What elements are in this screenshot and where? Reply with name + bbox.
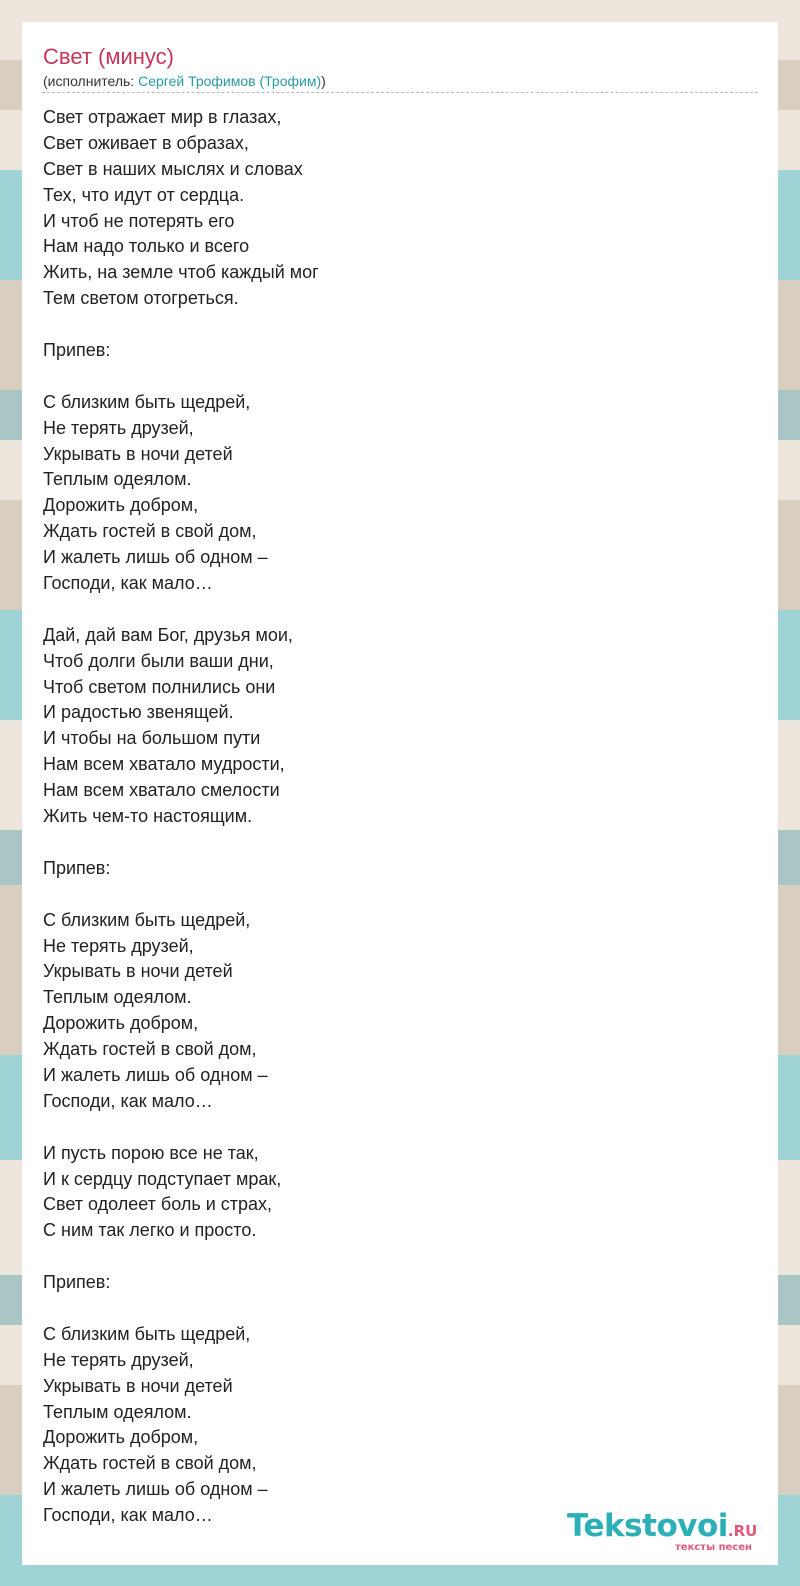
lyric-line: Укрывать в ночи детей bbox=[43, 961, 233, 982]
lyric-line: Не терять друзей, bbox=[43, 935, 194, 956]
stanza-break bbox=[43, 312, 743, 338]
lyric-line: Чтоб долги были ваши дни, bbox=[43, 650, 274, 671]
lyric-line: Свет одолеет боль и страх, bbox=[43, 1194, 273, 1215]
lyric-line: Укрывать в ночи детей bbox=[43, 443, 233, 464]
lyric-line: Господи, как мало… bbox=[43, 573, 213, 594]
byline-prefix: (исполнитель: bbox=[43, 73, 139, 89]
stanza-break bbox=[43, 1296, 743, 1322]
lyric-line: И пусть порою все не так, bbox=[43, 1142, 259, 1163]
lyric-line: И жалеть лишь об одном – bbox=[43, 1064, 268, 1085]
lyric-line: Чтоб светом полнились они bbox=[43, 676, 276, 697]
lyric-line: Укрывать в ночи детей bbox=[43, 1375, 233, 1396]
lyrics-text bbox=[43, 105, 743, 1529]
stanza-break bbox=[43, 1244, 743, 1270]
lyric-line: Теплым одеялом. bbox=[43, 469, 192, 490]
lyric-line: И чтоб не потерять его bbox=[43, 210, 235, 231]
logo-name: Tekstovoi bbox=[567, 1508, 728, 1544]
lyric-line: Припев: bbox=[43, 857, 111, 878]
lyric-line: Ждать гостей в свой дом, bbox=[43, 1039, 257, 1060]
lyric-line: С близким быть щедрей, bbox=[43, 909, 251, 930]
title-divider bbox=[42, 92, 758, 93]
byline-suffix: ) bbox=[321, 73, 326, 89]
lyric-line: Нам всем хватало мудрости, bbox=[43, 754, 285, 775]
lyric-line: Тех, что идут от сердца. bbox=[43, 184, 245, 205]
artist-link[interactable]: Сергей Трофимов (Трофим) bbox=[138, 73, 322, 89]
lyric-line: Теплым одеялом. bbox=[43, 1401, 192, 1422]
lyric-line: Дорожить добром, bbox=[43, 1427, 199, 1448]
artist-byline bbox=[43, 73, 326, 89]
lyric-line: Припев: bbox=[43, 340, 111, 361]
lyric-line: Не терять друзей, bbox=[43, 417, 194, 438]
lyric-line: С близким быть щедрей, bbox=[43, 1323, 251, 1344]
lyric-line: Свет оживает в образах, bbox=[43, 132, 249, 153]
lyric-line: И жалеть лишь об одном – bbox=[43, 547, 268, 568]
lyric-line: Жить чем-то настоящим. bbox=[43, 806, 253, 827]
stanza-break bbox=[43, 830, 743, 856]
lyric-line: Господи, как мало… bbox=[43, 1505, 213, 1526]
lyrics-card bbox=[22, 22, 778, 1565]
lyric-line: И к сердцу подступает мрак, bbox=[43, 1168, 282, 1189]
lyric-line: Дорожить добром, bbox=[43, 495, 199, 516]
lyric-line: Нам всем хватало смелости bbox=[43, 780, 280, 801]
lyric-line: Не терять друзей, bbox=[43, 1349, 194, 1370]
stanza-break bbox=[43, 882, 743, 908]
logo-tagline: тексты песен bbox=[675, 1542, 752, 1553]
lyric-line: И чтобы на большом пути bbox=[43, 728, 261, 749]
song-title: Свет (минус) bbox=[43, 44, 174, 69]
lyric-line: Господи, как мало… bbox=[43, 1090, 213, 1111]
stanza-break bbox=[43, 364, 743, 390]
lyric-line: Тем светом отогреться. bbox=[43, 288, 239, 309]
lyric-line: Ждать гостей в свой дом, bbox=[43, 1453, 257, 1474]
lyric-line: Дорожить добром, bbox=[43, 1013, 199, 1034]
stanza-break bbox=[43, 597, 743, 623]
lyric-line: Теплым одеялом. bbox=[43, 987, 192, 1008]
lyric-line: Свет отражает мир в глазах, bbox=[43, 107, 282, 127]
lyric-line: С близким быть щедрей, bbox=[43, 391, 251, 412]
lyric-line: И жалеть лишь об одном – bbox=[43, 1479, 268, 1500]
lyric-line: Жить, на земле чтоб каждый мог bbox=[43, 262, 319, 283]
logo-tld: .RU bbox=[727, 1522, 758, 1540]
lyric-line: Нам надо только и всего bbox=[43, 236, 250, 257]
lyric-line: Свет в наших мыслях и словах bbox=[43, 158, 303, 179]
lyric-line: Дай, дай вам Бог, друзья мои, bbox=[43, 624, 293, 645]
lyric-line: С ним так легко и просто. bbox=[43, 1220, 257, 1241]
site-logo[interactable] bbox=[567, 1508, 797, 1554]
stanza-break bbox=[43, 1115, 743, 1141]
lyric-line: И радостью звенящей. bbox=[43, 702, 234, 723]
lyric-line: Припев: bbox=[43, 1272, 111, 1293]
logo-wordmark bbox=[567, 1508, 757, 1544]
lyric-line: Ждать гостей в свой дом, bbox=[43, 521, 257, 542]
